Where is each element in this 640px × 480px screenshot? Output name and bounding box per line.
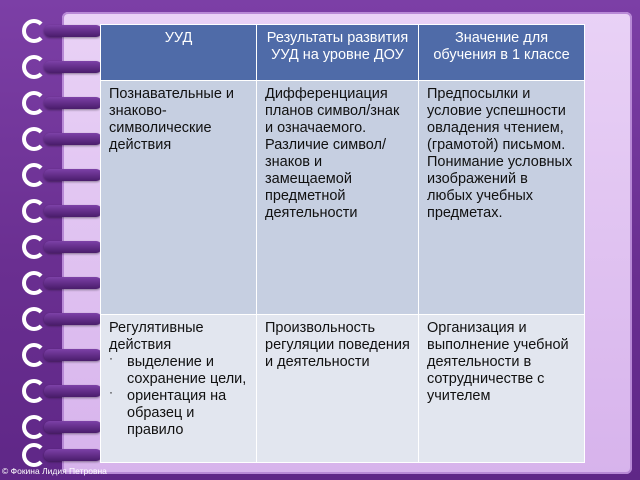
cell-cognitive-results: Дифференциация планов символ/знак и означаемого. Различие символ/знаков и замещаемой предметной деятельности xyxy=(257,81,419,315)
ring-icon xyxy=(14,414,110,436)
bullet-icon: · xyxy=(109,351,113,365)
header-uud: УУД xyxy=(101,25,257,81)
ring-icon xyxy=(14,234,110,256)
cell-regulatory-significance: Организация и выполнение учебной деятельности в сотрудничестве с учителем xyxy=(419,315,585,463)
ring-icon xyxy=(14,18,110,40)
cell-regulatory-results: Произвольность регуляции поведения и деятельности xyxy=(257,315,419,463)
regulatory-bullet-list xyxy=(109,351,248,439)
list-item: · выделение и сохранение цели, xyxy=(109,351,247,387)
regulatory-title: Регулятивные действия xyxy=(109,320,204,353)
cell-cognitive-actions: Познавательные и знаково-символические действия xyxy=(101,81,257,315)
ring-icon xyxy=(14,198,110,220)
header-significance: Значение для обучения в 1 классе xyxy=(419,25,585,81)
list-item: · ориентация на образец и правило xyxy=(109,385,227,438)
uud-table xyxy=(100,24,585,463)
table-row xyxy=(101,81,585,315)
table-row xyxy=(101,315,585,463)
ring-icon xyxy=(14,378,110,400)
cell-cognitive-significance: Предпосылки и условие успешности овладения чтением, (грамотой) письмом. Понимание условных изображений в любых учебных предметах. xyxy=(419,81,585,315)
table-header-row xyxy=(101,25,585,81)
ring-icon xyxy=(14,54,110,76)
ring-icon xyxy=(14,306,110,328)
ring-icon xyxy=(14,442,110,464)
bullet-icon: · xyxy=(109,385,113,399)
header-results: Результаты развития УУД на уровне ДОУ xyxy=(257,25,419,81)
ring-icon xyxy=(14,270,110,292)
ring-icon xyxy=(14,126,110,148)
cell-regulatory-actions xyxy=(101,315,257,463)
notebook-rings xyxy=(14,18,110,468)
ring-icon xyxy=(14,162,110,184)
ring-icon xyxy=(14,342,110,364)
ring-icon xyxy=(14,90,110,112)
author-credit: © Фокина Лидия Петровна xyxy=(2,466,107,476)
